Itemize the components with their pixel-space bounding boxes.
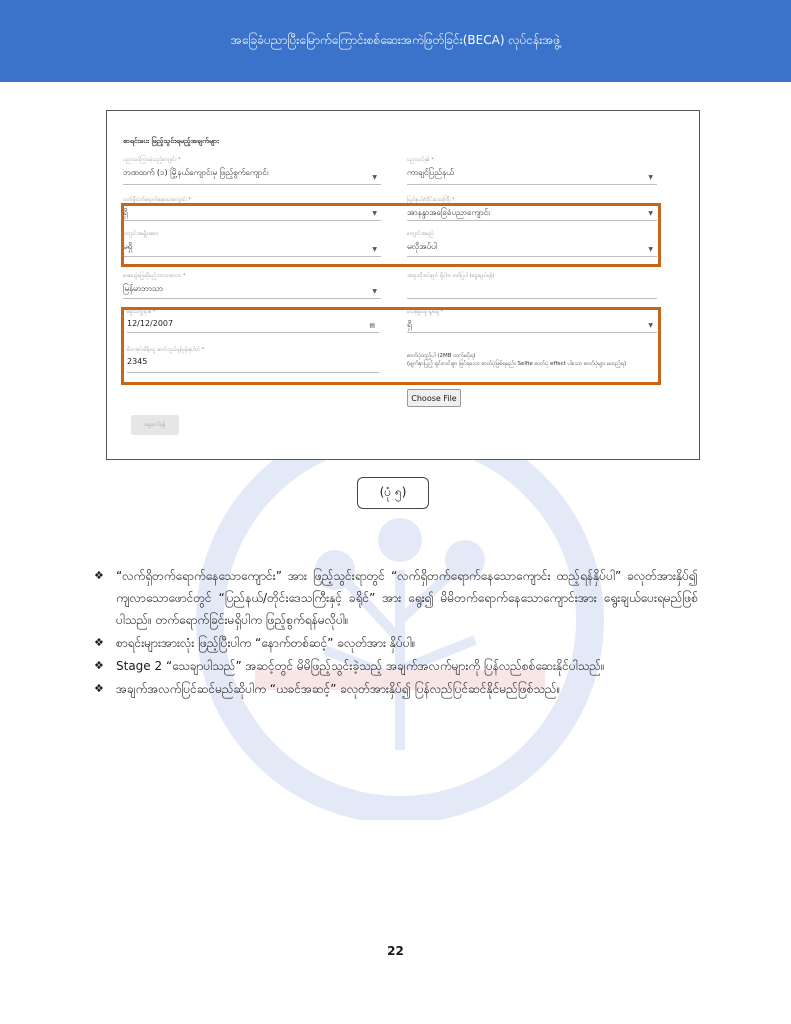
header-title: အခြေခံပညာပြီးမြောက်ကြောင်းစစ်ဆေးအကဲဖြတ်ခြင်း(BECA) လုပ်ငန်းအဖွဲ့ (230, 33, 561, 47)
bullet-icon: ❖ (94, 682, 104, 695)
current-school-select[interactable]: လက်ရှိတက်ရောက်နေသောကျောင်း * ရှိ ▼ (123, 197, 381, 221)
page-header (0, 0, 791, 82)
state-select[interactable]: ပညာသင်နှစ် * ကာချင်ပြည်နယ် ▼ (407, 157, 657, 185)
special-needs-input[interactable]: အထူးလိုအပ်ချက် ရှိပါက ဖော်ပြပါ (ရွေးချယ်ရန်) (407, 273, 657, 299)
next-button[interactable]: ရှေ့ဆက်ရန် (131, 415, 179, 435)
highlight-box-personal (121, 307, 661, 385)
dropdown-caret-icon: ▼ (372, 288, 377, 295)
list-item: ❖ “လက်ရှိတက်ရောက်နေသောကျောင်း” အား ဖြည့်သွင်းရာတွင် “လက်ရှိတက်ရောက်နေသောကျောင်း ထည့်ရန်နှိပ်ပါ” ခလုတ်အားနှိပ်၍ ကျလာသောဖောင်တွင် “ပြည်နယ်/တိုင်းဒေသကြီးနှင့် ခရိုင်” အား ရွေး၍ မိမိတက်ရောက်နေသောကျောင်းအား ရွေးချယ်ပေးရမည်ဖြစ်ပါသည်။ တက်ရောက်ခြင်းမရှိပါက ဖြည့်စွက်ရန်မလိုပါ။ (94, 565, 698, 631)
photo-upload-label: ဓာတ်ပုံထည့်ပါ (2MB ထက်မပိုရ) (407, 353, 476, 359)
choose-file-button[interactable]: Choose File (407, 389, 461, 407)
photo-upload-hint: (မျက်နှာပြည့် ရှင်းလင်းစွာ မြင်ရသော ဓာတ်ပုံဖြစ်ရမည်။ Selfie ဓာတ်ပုံ effect ပါသော ဓာတ်ပုံများ မထည့်ရ) (407, 360, 627, 367)
list-item: ❖ စာရင်းများအားလုံး ဖြည့်ပြီးပါက “နောက်တစ်ဆင့်” ခလုတ်အား နှိပ်ပါ။ (94, 632, 698, 654)
dropdown-caret-icon: ▼ (372, 246, 377, 253)
dropdown-caret-icon: ▼ (648, 246, 653, 253)
disability-select[interactable]: မသန်စွမ်းမှု ရှိ/မရှိ * ရှိ ▼ (407, 309, 657, 333)
region-select[interactable]: ပြည်နယ်/တိုင်းဒေသကြီး * အာနန္ဒာအခြေခံပညာကျောင်း ▼ (407, 197, 657, 221)
guardian-phone-input[interactable]: မိဘအုပ်ထိန်းသူ ဆက်သွယ်ရန်ဖုန်းနံပါတ် * 2345 (127, 347, 379, 373)
list-item: ❖ Stage 2 “သေချာပါသည်” အဆင့်တွင် မိမိဖြည့်သွင်းခဲ့သည့် အချက်အလက်များကို ပြန်လည်စစ်ဆေးနိုင်ပါသည်။ (94, 655, 698, 677)
instruction-list (94, 565, 698, 701)
bullet-icon: ❖ (94, 569, 104, 582)
exam-language-select[interactable]: စာမေးပွဲဖြေဆိုမည့်ဘာသာစကား * မြန်မာဘာသာ ▼ (123, 273, 381, 299)
highlight-box-school (121, 203, 661, 267)
bullet-icon: ❖ (94, 636, 104, 649)
dropdown-caret-icon: ▼ (648, 174, 653, 181)
dropdown-caret-icon: ▼ (648, 322, 653, 329)
dropdown-caret-icon: ▼ (372, 174, 377, 181)
form-section-title: စာရင်းပေး ဖြည့်သွင်းရမည့်အချက်များ (123, 137, 219, 145)
figure-caption: (ပုံ ၅) (357, 477, 429, 509)
school-select[interactable]: ပညာသင်ကြားခဲ့သည့်ကျောင်း * ဘဏထက် (၁) မြို့နယ်ကျောင်းမှ ဖြည့်စွက်ကျောင်း ▼ (123, 157, 381, 185)
bullet-icon: ❖ (94, 659, 104, 672)
birth-date-input[interactable]: မွေးသက္ကရာဇ် * 12/12/2007 ▤ (127, 309, 379, 333)
dropdown-caret-icon: ▼ (648, 210, 653, 217)
form-screenshot (106, 110, 700, 460)
page-number: 22 (387, 944, 404, 958)
school-type-select[interactable]: ကျောင်းအမျိုးအစား မရှိ ▼ (123, 231, 381, 257)
list-item: ❖ အချက်အလက်ပြင်ဆင်မည်ဆိုပါက “ယခင်အဆင့်” ခလုတ်အားနှိပ်၍ ပြန်လည်ပြင်ဆင်နိုင်မည်ဖြစ်သည်။ (94, 678, 698, 700)
school-name-select[interactable]: ကျောင်းအမည် မလိုအပ်ပါ ▼ (407, 231, 657, 257)
dropdown-caret-icon: ▼ (372, 210, 377, 217)
calendar-icon[interactable]: ▤ (369, 322, 375, 329)
